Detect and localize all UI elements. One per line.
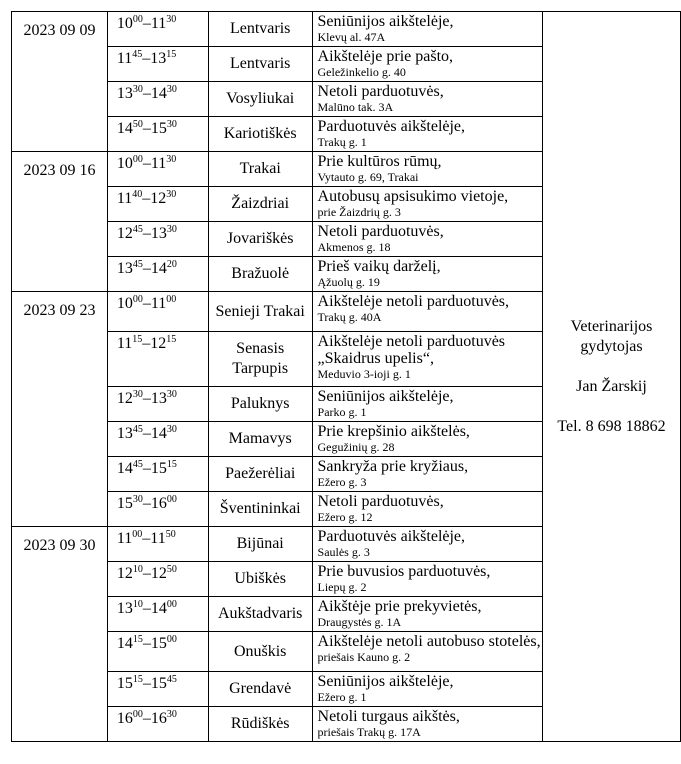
start-hour: 12 [116,565,133,582]
date-cell [12,292,108,527]
start-hour: 15 [116,495,133,512]
end-minute: 30 [166,84,177,95]
location-address: Saulės g. 3 [317,545,370,559]
time-cell [107,222,208,257]
start-hour: 14 [116,635,133,652]
contact-spacer [543,397,680,417]
start-hour: 13 [116,425,133,442]
end-hour: 13 [150,50,167,67]
start-hour: 11 [116,50,133,67]
time-dash: – [142,15,151,32]
start-minute: 45 [132,49,143,60]
place-name: Mamavys [228,430,292,447]
time-cell [107,527,208,562]
location-description: Sankryža prie kryžiaus, [317,458,469,475]
start-minute: 00 [132,709,143,720]
date-label: 2023 09 30 [23,537,96,554]
location-cell [312,457,542,492]
place-cell [208,222,312,257]
start-minute: 30 [132,84,143,95]
time-cell [107,152,208,187]
contact-title-line1: Veterinarijos [570,317,653,335]
time-dash: – [142,710,151,727]
time-cell [107,562,208,597]
start-hour: 13 [116,85,133,102]
time-dash: – [142,260,151,277]
time-cell [107,12,208,47]
location-description: Prie krepšinio aikštelės, [317,423,470,440]
contact-spacer [543,357,680,377]
location-cell [312,597,542,632]
place-cell [208,707,312,742]
start-hour: 14 [116,120,133,137]
start-minute: 00 [132,154,143,165]
start-minute: 15 [132,334,143,345]
location-description: Prie buvusios parduotuvės, [317,563,491,580]
location-cell [312,292,542,332]
time-dash: – [142,675,151,692]
end-hour: 11 [150,155,167,172]
start-hour: 13 [116,260,133,277]
time-cell [107,457,208,492]
date-label: 2023 09 09 [23,22,96,39]
location-description: Seniūnijos aikštelėje, [317,673,454,690]
location-description: Netoli parduotuvės, [317,223,444,240]
start-minute: 15 [132,674,143,685]
end-hour: 12 [150,565,167,582]
place-name: Žaizdriai [231,195,290,212]
end-hour: 15 [150,120,167,137]
time-cell [107,257,208,292]
end-minute: 30 [166,14,177,25]
location-cell [312,672,542,707]
date-label: 2023 09 16 [23,162,96,179]
place-cell [208,597,312,632]
place-cell [208,82,312,117]
start-minute: 10 [132,599,143,610]
location-address: Klevų al. 47A [317,30,386,44]
location-description: Seniūnijos aikštelėje, [317,13,454,30]
location-description: Seniūnijos aikštelėje, [317,388,454,405]
start-hour: 12 [116,225,133,242]
end-hour: 11 [150,530,166,547]
time-cell [107,492,208,527]
place-name: Aukštadvaris [217,605,303,622]
start-hour: 16 [116,710,133,727]
location-cell [312,332,542,387]
place-cell [208,387,312,422]
location-address: Draugystės g. 1A [317,615,402,629]
location-cell [312,12,542,47]
start-hour: 13 [116,600,133,617]
place-name: Bražuolė [231,265,290,282]
start-hour: 14 [116,460,133,477]
time-dash: – [142,530,151,547]
end-minute: 45 [166,674,177,685]
end-hour: 16 [150,495,167,512]
location-address: Ežero g. 1 [317,690,367,704]
place-name: Lentvaris [229,20,291,37]
location-description: Netoli turgaus aikštės, [317,708,460,725]
end-hour: 13 [150,390,167,407]
location-cell [312,422,542,457]
end-minute: 30 [166,709,177,720]
end-minute: 30 [166,224,177,235]
start-hour: 10 [116,155,133,172]
start-minute: 00 [132,14,143,25]
start-minute: 50 [132,119,143,130]
end-hour: 12 [150,190,167,207]
end-minute: 00 [166,494,177,505]
end-hour: 13 [150,225,167,242]
place-cell [208,672,312,707]
time-dash: – [142,390,151,407]
place-cell [208,47,312,82]
start-minute: 40 [132,189,143,200]
place-name: Onuškis [233,642,287,660]
contact-phone: Tel. 8 698 18862 [557,417,666,435]
time-dash: – [142,120,151,137]
start-minute: 00 [132,294,143,305]
location-cell [312,707,542,742]
place-cell [208,292,312,332]
place-name: Vosyliukai [226,90,295,107]
end-minute: 20 [166,259,177,270]
end-hour: 14 [150,425,167,442]
location-address: Trakų g. 40A [317,310,382,324]
place-name: Senasis Tarpupis [232,340,289,377]
start-minute: 45 [132,224,143,235]
location-address: Akmenos g. 18 [317,240,391,254]
place-cell [208,492,312,527]
place-name: Grendavė [229,680,292,697]
place-cell [208,332,312,387]
end-minute: 30 [166,424,177,435]
place-name: Senieji Trakai [215,302,305,320]
end-hour: 14 [150,260,167,277]
time-cell [107,707,208,742]
end-minute: 00 [166,599,177,610]
location-cell [312,222,542,257]
location-description: Aikštelėje netoli autobuso stotelės, [317,633,541,650]
location-description: Autobusų apsisukimo vietoje, [317,188,509,205]
place-name: Kariotiškės [223,125,297,142]
location-cell [312,562,542,597]
place-cell [208,187,312,222]
time-dash: – [142,155,151,172]
time-dash: – [142,190,151,207]
end-minute: 30 [166,389,177,400]
start-minute: 15 [132,634,143,645]
time-cell [107,82,208,117]
time-cell [107,597,208,632]
time-cell [107,422,208,457]
time-cell [107,47,208,82]
place-name: Paežerėliai [225,465,296,482]
place-cell [208,257,312,292]
location-cell [312,187,542,222]
location-cell [312,527,542,562]
time-cell [107,387,208,422]
location-description: Parduotuvės aikštelėje, [317,118,466,135]
end-hour: 11 [150,15,167,32]
start-hour: 11 [116,335,133,352]
contact-title-line2: gydytojas [580,337,643,355]
location-description: Prieš vaikų darželį, [317,258,441,275]
schedule-table [11,11,681,742]
end-hour: 11 [150,295,167,312]
end-minute: 15 [166,334,177,345]
place-name: Šventininkai [219,500,301,517]
time-dash: – [142,425,151,442]
time-cell [107,672,208,707]
time-dash: – [142,335,151,352]
end-hour: 16 [150,710,167,727]
end-minute: 50 [165,529,176,540]
start-hour: 15 [116,675,133,692]
end-minute: 00 [166,294,177,305]
location-cell [312,387,542,422]
location-address: prie Žaizdrių g. 3 [317,205,401,219]
location-description: Aikštelėje netoli parduotuvės, [317,293,510,310]
location-cell [312,632,542,672]
location-cell [312,492,542,527]
start-minute: 45 [132,459,143,470]
end-minute: 50 [166,564,177,575]
time-dash: – [142,225,151,242]
date-label: 2023 09 23 [23,302,96,319]
location-address: Liepų g. 2 [317,580,367,594]
location-description: Parduotuvės aikštelėje, [317,528,466,545]
place-name: Bijūnai [236,535,284,552]
place-cell [208,117,312,152]
place-name: Trakai [239,160,281,177]
time-cell [107,292,208,332]
end-hour: 15 [150,460,167,477]
start-minute: 45 [132,424,143,435]
date-cell [12,12,108,152]
location-cell [312,152,542,187]
schedule-body [12,12,681,742]
time-cell [107,117,208,152]
location-description: Aikštėje prie prekyvietės, [317,598,482,615]
end-minute: 30 [166,189,177,200]
location-address: Geležinkelio g. 40 [317,65,406,79]
end-hour: 14 [150,600,167,617]
place-name: Jovariškės [226,230,294,247]
time-dash: – [142,50,151,67]
place-cell [208,12,312,47]
contact-cell [542,12,680,742]
place-name: Paluknys [230,395,290,412]
end-minute: 30 [166,154,177,165]
location-address: Malūno tak. 3A [317,100,394,114]
end-minute: 15 [166,49,177,60]
date-cell [12,152,108,292]
place-name: Ubiškės [234,570,286,587]
place-cell [208,562,312,597]
start-hour: 10 [116,15,133,32]
end-minute: 30 [166,119,177,130]
location-address: Ąžuolų g. 19 [317,275,380,289]
end-hour: 15 [150,675,167,692]
location-description: Aikštelėje netoli parduotuvės „Skaidrus upelis“, [317,333,506,367]
location-description: Netoli parduotuvės, [317,493,444,510]
location-cell [312,117,542,152]
time-dash: – [142,635,151,652]
time-cell [107,187,208,222]
end-minute: 15 [166,459,177,470]
schedule-row [12,12,681,47]
date-cell [12,527,108,742]
time-dash: – [142,600,151,617]
location-address: Parko g. 1 [317,405,367,419]
time-cell [107,332,208,387]
location-cell [312,82,542,117]
place-name: Rūdiškės [230,715,290,732]
start-minute: 00 [132,529,143,540]
location-address: priešais Kauno g. 2 [317,650,411,664]
start-hour: 11 [116,530,133,547]
time-dash: – [142,495,151,512]
place-cell [208,152,312,187]
start-minute: 30 [132,494,143,505]
end-minute: 00 [166,634,177,645]
location-address: Meduvio 3-ioji g. 1 [317,367,411,381]
time-cell [107,632,208,672]
location-address: Trakų g. 1 [317,135,367,149]
location-address: priešais Trakų g. 17A [317,725,421,739]
location-cell [312,257,542,292]
time-dash: – [142,460,151,477]
end-hour: 14 [150,85,167,102]
start-hour: 12 [116,390,133,407]
location-address: Ežero g. 3 [317,475,367,489]
time-dash: – [142,85,151,102]
location-description: Aikštelėje prie pašto, [317,48,454,65]
place-cell [208,527,312,562]
place-cell [208,457,312,492]
start-minute: 30 [132,389,143,400]
place-cell [208,422,312,457]
start-hour: 11 [116,190,133,207]
end-hour: 12 [150,335,167,352]
location-description: Prie kultūros rūmų, [317,153,442,170]
location-address: Ežero g. 12 [317,510,373,524]
time-dash: – [142,565,151,582]
contact-name: Jan Žarskij [576,377,647,395]
place-cell [208,632,312,672]
place-name: Lentvaris [229,55,291,72]
location-cell [312,47,542,82]
location-address: Vytauto g. 69, Trakai [317,170,419,184]
location-address: Gegužinių g. 28 [317,440,395,454]
start-minute: 10 [132,564,143,575]
end-hour: 15 [150,635,167,652]
location-description: Netoli parduotuvės, [317,83,444,100]
start-hour: 10 [116,295,133,312]
start-minute: 45 [132,259,143,270]
time-dash: – [142,295,151,312]
